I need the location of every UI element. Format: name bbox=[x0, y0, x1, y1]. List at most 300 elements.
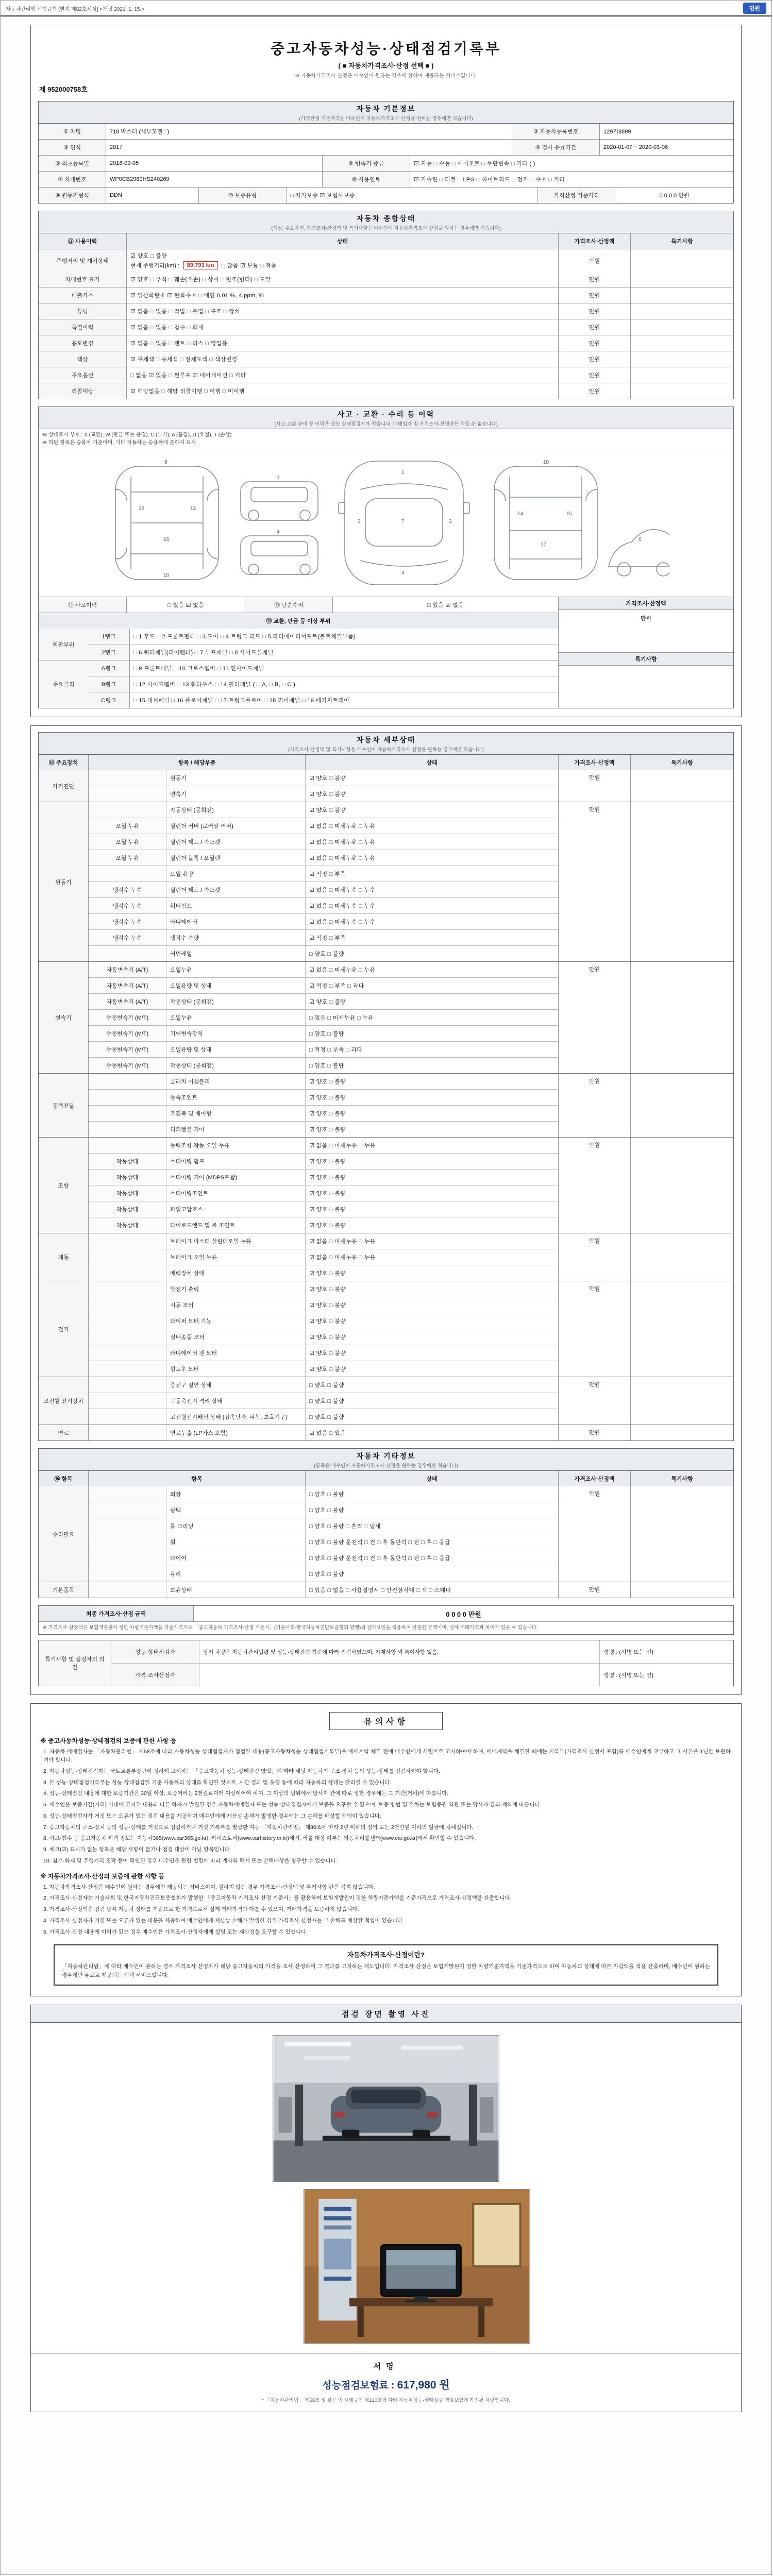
price-cell: 만원 bbox=[558, 1486, 630, 1582]
rank-row bbox=[88, 644, 558, 660]
inspector-signature[interactable]: 성명 : (서명 또는 인) bbox=[599, 1664, 733, 1686]
item-label: 실린더 블록 / 오일팬 bbox=[166, 850, 305, 866]
state-checkboxes[interactable]: □ 양호 □ 불량 bbox=[305, 1502, 558, 1518]
state-checkboxes[interactable]: ☑ 없음 □ 미세누수 □ 누수 bbox=[305, 914, 558, 929]
sub-group-label bbox=[89, 786, 166, 802]
svg-text:3: 3 bbox=[358, 519, 361, 524]
mileage-value: 89,793 km bbox=[183, 261, 218, 269]
final-price-table bbox=[38, 1605, 734, 1635]
device-row bbox=[89, 977, 558, 993]
inspection-photo-car-lift bbox=[273, 2035, 499, 2182]
sub-group-label: 작동상태 bbox=[89, 1170, 166, 1185]
state-checkboxes[interactable]: □ 양호 □ 불량 bbox=[305, 1409, 558, 1425]
photo-area bbox=[30, 2023, 742, 2353]
state-checkboxes[interactable]: ☑ 양호 □ 불량 bbox=[305, 1201, 558, 1217]
page-1 bbox=[30, 25, 742, 717]
device-label: 조향 bbox=[39, 1138, 88, 1233]
item-label: 연료누출 (LP가스 포함) bbox=[166, 1425, 305, 1440]
sub-group-label bbox=[89, 1074, 166, 1089]
note-cell[interactable] bbox=[630, 1582, 733, 1598]
sub-group-label: 냉각수 누수 bbox=[89, 898, 166, 913]
device-row bbox=[89, 1329, 558, 1345]
device-row bbox=[89, 1345, 558, 1361]
svg-text:16: 16 bbox=[163, 537, 170, 543]
final-price-row bbox=[39, 1606, 733, 1621]
mileage-row bbox=[39, 249, 733, 272]
section-note: (항목은 매수인이 자동차가격조사·산정을 원하는 경우에만 적습니다) bbox=[314, 1463, 458, 1469]
item-label: 스티어링 펌프 bbox=[166, 1154, 305, 1169]
sub-group-label bbox=[89, 1122, 166, 1137]
form-subtitle-note: ※ 자동차가격조사·산정은 매수인이 원하는 경우에 한하여 제공하는 서비스입니다. bbox=[295, 73, 477, 79]
item-label: 타이어 bbox=[166, 1550, 305, 1566]
notice-subheading-1: ※ 중고자동차성능·상태점검의 보증에 관한 사항 등 bbox=[40, 1737, 177, 1745]
rank-row bbox=[88, 629, 558, 644]
mileage-label: 현재 주행거리(km) : bbox=[130, 263, 179, 269]
field-label: ⑦ 차대번호 bbox=[39, 172, 106, 187]
price-cell: 만원 bbox=[559, 610, 733, 653]
price-cell: 만원 bbox=[558, 802, 630, 961]
form-subtitle: ( ■ 자동차가격조사·산정 선택 ■ ) bbox=[338, 62, 434, 70]
etc-row bbox=[89, 1582, 558, 1598]
price-cell: 만원 bbox=[558, 1074, 630, 1137]
device-row bbox=[89, 1233, 558, 1249]
device-row bbox=[89, 945, 558, 961]
field-label: ⑤ 최초등록일 bbox=[39, 156, 106, 171]
sub-group-label: 수동변속기 (M/T) bbox=[89, 1010, 166, 1025]
notice-item: 9. 체크(☑) 표시가 없는 항목은 해당 사항이 없거나 점검 대상이 아닌 항목입니다. bbox=[43, 1846, 231, 1853]
accident-history-checkboxes[interactable]: □ 있음 ☑ 없음 bbox=[126, 597, 245, 613]
state-checkboxes[interactable]: ☑ 양호 □ 불량 bbox=[305, 1106, 558, 1121]
note-cell[interactable] bbox=[630, 335, 733, 351]
svg-text:6: 6 bbox=[638, 537, 642, 543]
section-title: 자동차 세부상태 bbox=[356, 736, 416, 744]
car-diagram bbox=[103, 453, 669, 592]
vin-value: WP0CB2980HS240269 bbox=[106, 172, 322, 187]
state-checkboxes[interactable]: ☑ 없음 □ 있음 □ 침수 □ 화재 bbox=[126, 319, 558, 335]
note-cell[interactable] bbox=[630, 303, 733, 319]
sub-group-label: 냉각수 누수 bbox=[89, 914, 166, 929]
section-note: (색상, 주요옵션, 가격조사·산정액 및 특기사항은 매수인이 자동차가격조사·산정을 원하는 경우에만 적습니다) bbox=[271, 226, 501, 231]
state-checkboxes[interactable]: □ 양호 □ 불량 bbox=[305, 1393, 558, 1409]
document-number: 제 952000758호 bbox=[39, 86, 88, 93]
device-group bbox=[39, 1073, 733, 1137]
price-definition-title: 자동차가격조사·산정이란? bbox=[347, 1951, 425, 1959]
table-row bbox=[39, 155, 733, 171]
column-header: 상태 bbox=[305, 1471, 558, 1486]
note-cell[interactable] bbox=[630, 1233, 733, 1281]
etc-rows bbox=[88, 1582, 558, 1598]
section-note: (가격조사·산정액 및 특기사항은 매수인이 자동차가격조사·산정을 원하는 경우에만 적습니다) bbox=[288, 747, 484, 753]
sub-group-label: 자동변속기 (A/T) bbox=[89, 978, 166, 993]
section-basic-header bbox=[38, 101, 734, 123]
item-label: 타이로드엔드 및 볼 조인트 bbox=[166, 1217, 305, 1233]
etc-group bbox=[39, 1582, 733, 1598]
sub-group-label bbox=[89, 1534, 166, 1550]
sub-group-label bbox=[89, 1297, 166, 1313]
part-checkboxes[interactable]: □ 9.프론트패널 □ 10.크로스멤버 □ 11.인사이드패널 bbox=[129, 660, 558, 676]
note-cell[interactable] bbox=[630, 272, 733, 287]
state-checkboxes[interactable]: □ 없음 ☑ 있음 □ 썬루프 ☑ 네비게이션 □ 기타 bbox=[126, 367, 558, 383]
state-checkboxes[interactable]: ☑ 양호 □ 불량 bbox=[305, 1313, 558, 1329]
state-checkboxes[interactable]: ☑ 양호 □ 불량 bbox=[305, 786, 558, 802]
state-checkboxes[interactable]: □ 있음 □ 없음 □ 사용설명서 □ 안전삼각대 □ 잭 □ 스패너 bbox=[305, 1582, 558, 1598]
state-checkboxes[interactable]: ☑ 없음 □ 미세누유 □ 누유 bbox=[305, 1233, 558, 1249]
notice-item: 3. 가격조사·산정액은 점검 당시 자동차 상태를 기준으로 한 가격으로서 실제 거래가격과 다를 수 있으며, 거래가격을 보증하지 않습니다. bbox=[43, 1906, 359, 1912]
note-cell[interactable] bbox=[630, 1074, 733, 1137]
part-checkboxes[interactable]: □ 1.후드 □ 2.프론트펜더 □ 3.도어 □ 4.트렁크 리드 □ 5.라디에이터서포트(볼트체결부품) bbox=[129, 629, 558, 644]
section-title: 자동차 종합상태 bbox=[356, 214, 416, 223]
device-row bbox=[89, 929, 558, 945]
device-label: 자기진단 bbox=[39, 770, 88, 802]
page-2 bbox=[30, 725, 742, 1695]
part-checkboxes[interactable]: □ 15.대쉬패널 □ 16.플로어패널 □ 17.트렁크플로어 □ 18.리어패널 □ 19.패키지트레이 bbox=[129, 692, 558, 708]
column-header: 가격조사·산정액 bbox=[559, 597, 733, 610]
etc-group-label: 기본품목 bbox=[39, 1582, 88, 1598]
price-cell: 만원 bbox=[558, 249, 630, 272]
device-row bbox=[89, 1041, 558, 1057]
state-checkboxes[interactable]: ☑ 없음 □ 미세누수 □ 누수 bbox=[305, 898, 558, 913]
state-checkboxes[interactable]: □ 양호 □ 불량 bbox=[305, 1486, 558, 1502]
note-cell[interactable] bbox=[630, 287, 733, 303]
state-checkboxes[interactable]: ☑ 적정 □ 부족 bbox=[305, 866, 558, 882]
sub-group-label: 냉각수 누수 bbox=[89, 930, 166, 945]
state-checkboxes[interactable]: ☑ 없음 □ 미세누유 □ 누유 bbox=[305, 1138, 558, 1153]
state-checkboxes[interactable]: ☑ 없음 □ 미세누유 □ 누유 bbox=[305, 850, 558, 866]
state-checkboxes[interactable]: ☑ 양호 □ 불량 bbox=[305, 1297, 558, 1313]
state-checkboxes[interactable]: □ 양호 □ 불량 bbox=[305, 1566, 558, 1582]
sub-group-label bbox=[89, 1265, 166, 1281]
state-checkboxes[interactable]: □ 없음 □ 미세누유 □ 누유 bbox=[305, 1010, 558, 1025]
item-label: 윈도우 모터 bbox=[166, 1361, 305, 1377]
table-row bbox=[39, 351, 733, 367]
device-row bbox=[89, 1105, 558, 1121]
mileage-state-cell[interactable] bbox=[126, 249, 558, 272]
item-label: 충전구 절연 상태 bbox=[166, 1377, 305, 1393]
note-cell[interactable] bbox=[630, 770, 733, 802]
state-checkboxes[interactable]: □ 양호 □ 불량 bbox=[305, 946, 558, 961]
item-label: 고전원전기배선 상태 (접속단자, 피복, 보호기구) bbox=[166, 1409, 305, 1425]
device-group bbox=[39, 1233, 733, 1281]
sub-group-label: 작동상태 bbox=[89, 1185, 166, 1201]
basic-info-table bbox=[38, 123, 734, 204]
state-checkboxes[interactable]: ☑ 양호 □ 불량 bbox=[305, 994, 558, 1009]
item-label: 실내송풍 모터 bbox=[166, 1329, 305, 1345]
signature-block bbox=[30, 2353, 742, 2412]
etc-row bbox=[89, 1502, 558, 1518]
device-row bbox=[89, 913, 558, 929]
state-checkboxes[interactable]: ☑ 없음 □ 미세누수 □ 누수 bbox=[305, 882, 558, 897]
row-label: 특별이력 bbox=[39, 319, 126, 335]
field-label: ③ 연식 bbox=[39, 140, 106, 155]
device-row bbox=[89, 1138, 558, 1153]
state-checkboxes[interactable]: ☑ 일산화탄소 ☑ 탄화수소 □ 매연 0.01 %, 4 ppm, % bbox=[126, 287, 558, 303]
item-label: 작동상태 (공회전) bbox=[166, 994, 305, 1009]
item-label: 디퍼렌셜 기어 bbox=[166, 1122, 305, 1137]
device-row bbox=[89, 1057, 558, 1073]
field-label: ⑬ 단순수리 bbox=[245, 597, 332, 613]
device-row bbox=[89, 850, 558, 866]
inspector-signature[interactable]: 성명 : (서명 또는 인) bbox=[599, 1640, 733, 1663]
table-row bbox=[39, 335, 733, 351]
price-definition-body: 「자동차관리법」에 따라 매수인이 원하는 경우 가격조사·산정자가 해당 중고자동차의 가격을 조사·산정하여 그 결과를 고지하는 제도입니다. 가격조사·산정은 보험개발원이 정한 차량기준가액을 기준가격으로 하여 자동차의 상태에 따른 가감액을 적용·산출하며, 매수인이 원하는 경우에만 유료로 제공되는 선택 서비스입니다. bbox=[62, 1963, 710, 1978]
sub-group-label: 작동상태 bbox=[89, 1217, 166, 1233]
item-label: 작동상태 (공회전) bbox=[166, 802, 305, 818]
page-3-notice bbox=[30, 1703, 742, 1996]
item-label: 유리 bbox=[166, 1566, 305, 1582]
simple-repair-checkboxes[interactable]: □ 있음 ☑ 없음 bbox=[332, 597, 558, 613]
state-checkboxes[interactable]: ☑ 양호 □ 부식 □ 훼손(오손) □ 상이 □ 변조(변타) □ 도말 bbox=[126, 272, 558, 287]
sub-group-label bbox=[89, 1329, 166, 1345]
note-cell[interactable] bbox=[630, 1377, 733, 1425]
table-row bbox=[39, 303, 733, 319]
sub-group-label bbox=[89, 802, 166, 818]
opinion-table bbox=[38, 1640, 734, 1686]
fuel-checkboxes[interactable]: ☑ 가솔린 □ 디젤 □ LPG □ 하이브리드 □ 전기 □ 수소 □ 기타 bbox=[410, 172, 733, 187]
state-checkboxes[interactable]: ☑ 양호 □ 불량 bbox=[305, 1170, 558, 1185]
notice-item: 6. 성능·상태점검자가 거짓 또는 오류가 있는 점검 내용을 제공하여 매수인에게 재산상 손해가 발생한 경우에는 그 손해를 배상할 책임이 있습니다. bbox=[43, 1812, 381, 1819]
state-checkboxes[interactable]: ☑ 양호 □ 불량 bbox=[305, 1185, 558, 1201]
note-cell[interactable] bbox=[630, 367, 733, 383]
sub-group-label: 냉각수 누수 bbox=[89, 882, 166, 897]
note-cell[interactable] bbox=[630, 319, 733, 335]
device-rows bbox=[88, 1138, 558, 1233]
device-row bbox=[89, 1025, 558, 1041]
etc-groups bbox=[39, 1486, 733, 1598]
parts-rank-rows bbox=[88, 629, 558, 660]
note-cell[interactable] bbox=[630, 802, 733, 961]
sub-group-label bbox=[89, 1377, 166, 1393]
notice-item: 5. 가격조사·산정 내용에 이의가 있는 경우 매수인은 가격조사·산정자에게 설명 또는 재산정을 요구할 수 있습니다. bbox=[43, 1928, 308, 1935]
accident-history-row bbox=[39, 597, 558, 613]
inspection-validity-value: 2020-01-07 ~ 2020-03-06 bbox=[599, 140, 733, 155]
device-row bbox=[89, 1361, 558, 1377]
device-row bbox=[89, 866, 558, 882]
item-label: 와이퍼 모터 기능 bbox=[166, 1313, 305, 1329]
note-cell[interactable] bbox=[630, 1138, 733, 1233]
state-checkboxes[interactable]: ☑ 없음 □ 미세누유 □ 누유 bbox=[305, 962, 558, 977]
note-cell[interactable] bbox=[630, 249, 733, 272]
form-title: 중고자동차성능·상태점검기록부 bbox=[271, 41, 501, 57]
notice-item: 4. 가격조사·산정자가 거짓 또는 오류가 있는 내용을 제공하여 매수인에게 재산상 손해가 발생한 경우 가격조사·산정자는 그 손해를 배상할 책임이 있습니다. bbox=[43, 1917, 405, 1924]
section-overall-header bbox=[38, 211, 734, 233]
note-cell[interactable] bbox=[630, 1281, 733, 1377]
rank-row bbox=[88, 660, 558, 676]
state-checkboxes[interactable]: □ 양호 □ 불량 bbox=[305, 1026, 558, 1041]
inspector-role: 성능·상태점검자 bbox=[111, 1640, 199, 1663]
parts-category-label: 주요골격 bbox=[39, 660, 88, 708]
sub-group-label: 수동변속기 (M/T) bbox=[89, 1058, 166, 1073]
state-checkboxes[interactable]: ☑ 무채색 □ 유채색 □ 전체도색 □ 색상변경 bbox=[126, 351, 558, 367]
state-checkboxes[interactable]: □ 양호 □ 불량 bbox=[305, 1058, 558, 1073]
column-header: 항목 bbox=[88, 1471, 305, 1486]
notice-item: 5. 매수인은 보증기간(거리) 이내에 고지된 내용과 다른 하자가 발견된 경우 자동차매매업자 또는 성능·상태점검자에게 보증을 요구할 수 있으며, 보증 방법 및 절차는 보험증권·약관 또는 당사자 간의 계약에 따릅니다. bbox=[43, 1802, 542, 1808]
rank-label: 1랭크 bbox=[88, 629, 129, 644]
device-row bbox=[89, 1425, 558, 1440]
state-checkboxes[interactable]: ☑ 적정 □ 부족 □ 과다 bbox=[305, 978, 558, 993]
final-price-label: 최종 가격조사·산정 금액 bbox=[39, 1606, 193, 1621]
part-checkboxes[interactable]: □ 6.쿼터패널(리어펜더) □ 7.루프패널 □ 8.사이드실패널 bbox=[129, 645, 558, 660]
sub-group-label: 오일 누유 bbox=[89, 834, 166, 850]
svg-text:10: 10 bbox=[163, 573, 170, 579]
device-row bbox=[89, 1217, 558, 1233]
rank-row bbox=[88, 692, 558, 708]
state-checkboxes[interactable]: ☑ 해당없음 □ 해당 리콜이행 □ 이행 □ 미이행 bbox=[126, 383, 558, 399]
minwon-badge[interactable]: 민원 bbox=[743, 3, 766, 14]
etc-info-table bbox=[38, 1470, 734, 1598]
parts-rank-rows bbox=[88, 660, 558, 708]
notice-item: 8. 사고·침수 등 중고자동차 이력 정보는 자동차365(www.car365.go.kr), 카히스토리(www.carhistory.or.kr)에서, 리콜 대상 여부는 자동차리콜센터(www.car.go.kr)에서 확인할 수 있습니다. bbox=[43, 1835, 476, 1842]
item-label: 오일유량 및 상태 bbox=[166, 978, 305, 993]
sub-group-label: 수동변속기 (M/T) bbox=[89, 1026, 166, 1041]
table-header-row bbox=[39, 1471, 733, 1486]
note-cell[interactable] bbox=[559, 666, 733, 708]
detail-groups bbox=[39, 770, 733, 1440]
section-accident-header bbox=[38, 406, 734, 429]
device-row bbox=[89, 802, 558, 818]
accident-side-columns bbox=[558, 597, 733, 708]
device-row bbox=[89, 1201, 558, 1217]
state-checkboxes[interactable]: ☑ 양호 □ 불량 bbox=[305, 770, 558, 786]
state-checkboxes[interactable]: ☑ 양호 □ 불량 bbox=[305, 1281, 558, 1297]
state-checkboxes[interactable]: ☑ 양호 □ 불량 bbox=[305, 1090, 558, 1105]
device-row bbox=[89, 1153, 558, 1169]
price-cell: 만원 bbox=[558, 272, 630, 287]
svg-text:1: 1 bbox=[401, 470, 405, 476]
state-checkboxes[interactable]: ☑ 양호 □ 불량 bbox=[305, 1329, 558, 1345]
row-label: 주요옵션 bbox=[39, 367, 126, 383]
overall-rows bbox=[39, 272, 733, 399]
model-year-value: 2017 bbox=[106, 140, 512, 155]
item-label: 변속기 bbox=[166, 786, 305, 802]
gauge-state-checkboxes[interactable]: ☑ 양호 □ 불량 bbox=[130, 253, 167, 259]
column-header: ⑯ 항목 bbox=[39, 1471, 88, 1486]
notice-item: 10. 침수·화재 및 주행거리 조작 등이 확인된 경우 매수인은 관련 법령에 따라 계약의 해제 또는 손해배상을 청구할 수 있습니다. bbox=[43, 1857, 338, 1864]
etc-row bbox=[89, 1486, 558, 1502]
item-label: 스티어링 기어 (MDPS포함) bbox=[166, 1170, 305, 1185]
sub-group-label bbox=[89, 1313, 166, 1329]
svg-text:15: 15 bbox=[566, 511, 573, 517]
state-checkboxes[interactable]: ☑ 없음 □ 미세누유 □ 누유 bbox=[305, 1249, 558, 1265]
note-cell[interactable] bbox=[630, 962, 733, 1073]
exchange-parts bbox=[39, 629, 558, 708]
state-checkboxes[interactable]: ☑ 양호 □ 불량 bbox=[305, 802, 558, 818]
sub-group-label bbox=[89, 770, 166, 786]
note-cell[interactable] bbox=[630, 383, 733, 399]
inspector-comment bbox=[199, 1664, 599, 1686]
state-checkboxes[interactable]: □ 양호 □ 불량 □ 흔적 □ 냄새 bbox=[305, 1518, 558, 1534]
note-cell[interactable] bbox=[630, 1486, 733, 1582]
item-label: 실린더 헤드 / 가스켓 bbox=[166, 834, 305, 850]
notice-title: 유의사항 bbox=[329, 1712, 443, 1730]
parts-category-label: 외판부위 bbox=[39, 629, 88, 660]
car-diagram-area bbox=[39, 449, 733, 597]
device-row bbox=[89, 1409, 558, 1425]
item-label: 오일누유 bbox=[166, 962, 305, 977]
svg-text:9: 9 bbox=[164, 460, 167, 465]
note-cell[interactable] bbox=[630, 351, 733, 367]
state-checkboxes[interactable]: □ 양호 □ 불량 운전석 □ 전 □ 후 동반석 □ 전 □ 후 □ 응급 bbox=[305, 1550, 558, 1566]
price-cell: 만원 bbox=[558, 351, 630, 367]
state-checkboxes[interactable]: ☑ 양호 □ 불량 bbox=[305, 1217, 558, 1233]
section-detail-header bbox=[38, 732, 734, 754]
notice-item: 4. 성능·상태점검 내용에 대한 보증기간은 30일 이상, 보증거리는 2천킬로미터 이상이어야 하며, 그 이상의 범위에서 당사자 간에 따로 정한 경우에는 그 기간(거리)에 따릅니다. bbox=[43, 1790, 449, 1797]
rank-label: B랭크 bbox=[88, 676, 129, 692]
sub-group-label: 자동변속기 (A/T) bbox=[89, 994, 166, 1009]
state-checkboxes[interactable]: □ 양호 □ 불량 운전석 □ 전 □ 후 동반석 □ 전 □ 후 □ 응급 bbox=[305, 1534, 558, 1550]
svg-text:1: 1 bbox=[277, 475, 280, 481]
sub-group-label bbox=[89, 1582, 166, 1598]
part-checkboxes[interactable]: □ 12.사이드멤버 □ 13.휠하우스 □ 14.필러패널 ( □ A, □ B, □ C ) bbox=[129, 676, 558, 692]
warranty-checkboxes[interactable]: □ 자가보증 ☑ 보험사보증 bbox=[286, 188, 537, 203]
state-checkboxes[interactable]: ☑ 양호 □ 불량 bbox=[305, 1154, 558, 1169]
field-label: 가격산정 기준가격 bbox=[537, 188, 615, 203]
transmission-checkboxes[interactable]: ☑ 자동 □ 수동 □ 세미오토 □ 무단변속 □ 기타 ( ) bbox=[410, 156, 733, 171]
price-cell: 만원 bbox=[558, 319, 630, 335]
notice-item: 1. 자동차가격조사·산정은 매수인이 원하는 경우에만 제공되는 서비스이며, 원하지 않는 경우 가격조사·산정액 및 특기사항 란은 적지 않습니다. bbox=[43, 1884, 375, 1890]
item-label: 냉각수 수량 bbox=[166, 930, 305, 945]
insurance-fee-label: 성능점검보험료 : bbox=[322, 2380, 395, 2391]
state-checkboxes[interactable]: ☑ 없음 □ 있음 □ 적법 □ 불법 □ 구조 □ 장치 bbox=[126, 303, 558, 319]
column-header: ⑮ 주요장치 bbox=[39, 755, 88, 770]
row-label: 리콜대상 bbox=[39, 383, 126, 399]
state-checkboxes[interactable]: ☑ 없음 □ 있음 bbox=[305, 1425, 558, 1440]
device-row bbox=[89, 834, 558, 850]
legend-line-2: ※ 하단 항목은 승용차 기준이며, 기타 자동차는 승용차에 준하여 표시 bbox=[43, 440, 196, 446]
sub-group-label bbox=[89, 1393, 166, 1409]
rank-label: 2랭크 bbox=[88, 645, 129, 660]
state-checkboxes[interactable]: ☑ 양호 □ 불량 bbox=[305, 1074, 558, 1089]
item-label: 작동상태 (공회전) bbox=[166, 1058, 305, 1073]
state-checkboxes[interactable]: ☑ 양호 □ 불량 bbox=[305, 1345, 558, 1361]
device-row bbox=[89, 1265, 558, 1281]
state-checkboxes[interactable]: ☑ 없음 □ 있음 □ 렌트 □ 리스 □ 영업용 bbox=[126, 335, 558, 351]
notice-items-1 bbox=[38, 1748, 734, 1865]
final-price-note: ※ 가격조사·산정액은 보험개발원이 정한 차량기준가액을 기준가격으로 「중고자동차 가격조사·산정 기준서」(기술사회·한국자동차진단보증협회 발행)의 감가요인을 적용하여 산출한 금액이며, 실제 거래가격과 차이가 있을 수 있습니다. bbox=[39, 1621, 733, 1634]
item-label: 원동기 bbox=[166, 770, 305, 786]
state-checkboxes[interactable]: ☑ 적정 □ 부족 bbox=[305, 930, 558, 945]
item-label: 기어변속장치 bbox=[166, 1026, 305, 1041]
column-header: 특기사항 bbox=[559, 653, 733, 666]
table-header-row bbox=[39, 233, 733, 249]
state-checkboxes[interactable]: □ 적정 □ 부족 □ 과다 bbox=[305, 1042, 558, 1057]
device-row bbox=[89, 1009, 558, 1025]
state-checkboxes[interactable]: ☑ 양호 □ 불량 bbox=[305, 1265, 558, 1281]
state-checkboxes[interactable]: ☑ 양호 □ 불량 bbox=[305, 1122, 558, 1137]
state-checkboxes[interactable]: ☑ 양호 □ 불량 bbox=[305, 1361, 558, 1377]
signature-label[interactable]: 서명 bbox=[373, 2362, 399, 2371]
inspector-comment: 상기 차량은 자동차관리법령 및 성능·상태점검 기준에 따라 점검하였으며, 기재사항 외 특이사항 없음. bbox=[199, 1640, 599, 1663]
row-label: 주행거리 및 계기상태 bbox=[39, 249, 126, 272]
column-header: 항목 / 해당부품 bbox=[88, 755, 305, 770]
opinion-label: 특기사항 및 점검자의 의견 bbox=[39, 1640, 111, 1686]
car-name-value: 718 박스터 (세부모델 : ) bbox=[106, 124, 512, 139]
item-label: 실린더 헤드 / 가스켓 bbox=[166, 882, 305, 897]
sub-group-label bbox=[89, 1566, 166, 1582]
state-checkboxes[interactable]: □ 양호 □ 불량 bbox=[305, 1377, 558, 1393]
device-rows bbox=[88, 1074, 558, 1137]
notice-subheading-2: ※ 자동차가격조사·산정의 보증에 관한 사항 등 bbox=[40, 1872, 164, 1880]
note-cell[interactable] bbox=[630, 1425, 733, 1440]
device-row bbox=[89, 993, 558, 1009]
mileage-checkboxes[interactable]: □ 많음 ☑ 보통 □ 적음 bbox=[222, 263, 277, 269]
final-price-amount: 0 0 0 0 만원 bbox=[193, 1606, 733, 1621]
price-cell: 만원 bbox=[558, 1138, 630, 1233]
photo-section-title: 점검 장면 촬영 사진 bbox=[30, 2005, 742, 2023]
state-checkboxes[interactable]: ☑ 없음 □ 미세누유 □ 누유 bbox=[305, 834, 558, 850]
rank-label: A랭크 bbox=[88, 660, 129, 676]
state-checkboxes[interactable]: ☑ 없음 □ 미세누유 □ 누유 bbox=[305, 818, 558, 834]
opinion-row bbox=[111, 1640, 733, 1663]
